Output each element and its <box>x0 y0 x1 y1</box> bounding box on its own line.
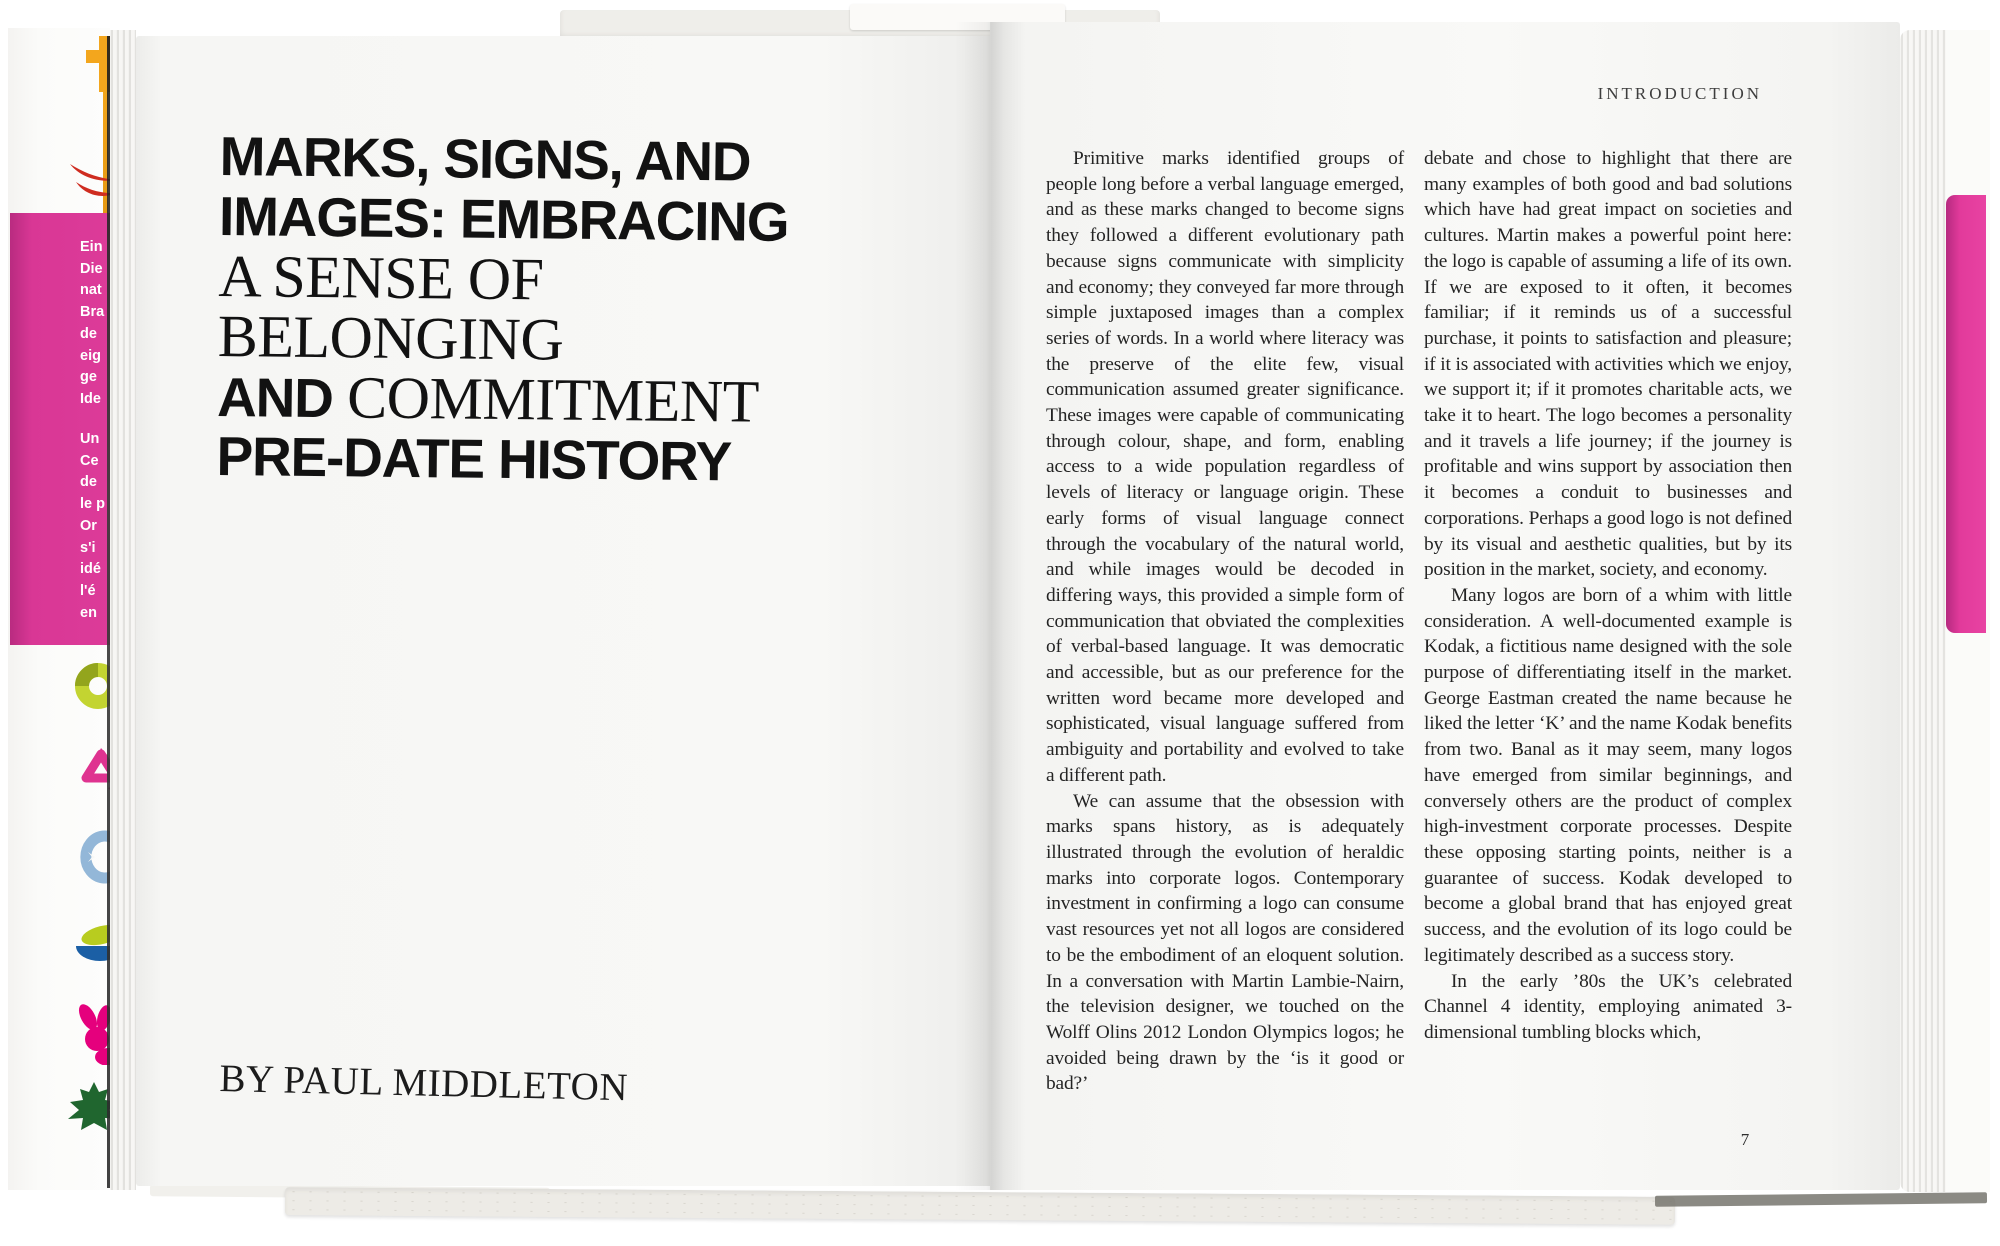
left-cover-flap <box>8 28 110 1190</box>
paragraph: We can assume that the obsession with marks spans history, as is adequately illustrated through the evolution of heraldic marks into corporate logos. Contemporary investment in confirming a logo can consume vast resources yet not all logos are considered to be the embodiment of an eloquent solution. In a conversation with Martin Lambie-Nairn, the television designer, we touched on the Wolff Olins 2012 London Olympics logos; he avoided being drawn by the ‘is it good or bad?’ <box>1046 790 1404 1095</box>
flap-text-line: Or <box>80 517 97 534</box>
book-bottom-edge <box>285 1187 1675 1225</box>
flap-pink-panel <box>10 213 110 645</box>
paragraph: In the early ’80s the UK’s celebrated Channel 4 identity, employing animated 3-dimensional tumbling blocks which, <box>1424 970 1792 1043</box>
right-page-stack <box>1900 30 1948 1192</box>
title-text: BELONGING <box>217 302 564 373</box>
book-gutter <box>955 22 1025 1190</box>
flap-text-line: Ein <box>80 239 103 255</box>
title-text: PRE-DATE HISTORY <box>216 424 732 493</box>
title-text: MARKS, SIGNS, AND <box>219 125 751 193</box>
title-text: A SENSE OF <box>218 242 544 313</box>
flap-text-line: Un <box>80 431 100 447</box>
flap-text-line: de <box>80 325 97 342</box>
ring-logo-icon <box>74 828 110 886</box>
rabbit-logo-icon <box>68 1003 110 1065</box>
swoosh-logo-icon <box>68 146 110 206</box>
flap-text-line: idé <box>80 561 101 578</box>
flap-text-line: Ide <box>80 390 101 407</box>
title-line <box>218 242 788 313</box>
bowl-logo-icon <box>72 922 110 968</box>
title-text: AND <box>216 365 334 430</box>
flap-text-line: Bra <box>80 304 105 321</box>
flap-text-line: Ce <box>80 452 99 469</box>
flap-text-line: ge <box>80 369 97 386</box>
recycle-logo-icon <box>78 746 110 800</box>
flap-text-line: nat <box>80 282 102 299</box>
right-cover-edge <box>1946 30 1990 1192</box>
flap-text-line: eig <box>80 347 101 364</box>
text-column-1 <box>1046 146 1404 1097</box>
tree-logo-icon <box>66 1080 110 1134</box>
title-line <box>216 426 786 492</box>
chapter-title <box>216 126 789 492</box>
paragraph: Primitive marks identified groups of people long before a verbal language emerged, and as these marks changed to become signs they followed a different evolutionary path because signs communicate with simplicity and economy; they conveyed far more through simple juxtaposed images than a complex series of words. In a world where literacy was the preserve of the elite few, visual communication assumed greater significance. These images were capable of communicating through colour, shape, and form, enabling access to a wide population regardless of levels of literacy or language origin. These early forms of visual language connect through the vocabulary of the natural world, and while images would be decoded in differing ways, this provided a simple form of communication that obviated the complexities of verbal-based language. It was democratic and accessible, but as our preference for the written word became more developed and sophisticated, visual language suffered from ambiguity and portability and evolved to take a different path. <box>1046 148 1404 786</box>
flap-text-line: Die <box>80 260 103 277</box>
title-text: COMMITMENT <box>332 364 760 435</box>
page-number: 7 <box>1740 1130 1750 1149</box>
flap-german-text <box>80 237 110 411</box>
paragraph: debate and chose to highlight that there are many examples of both good and bad solutions which have had great impact on societies and cultures. Martin makes a powerful point here: the logo is capable of assuming a life of its own. If we are exposed to it often, it becomes familiar; if it reminds us of a successful purchase, it points to satisfaction and pleasure; if it is associated with activities which we enjoy, we support it; if it promotes charitable acts, we take it to heart. The logo becomes a personality and it travels a life journey; if the journey is profitable and wins support by association then it becomes a conduit to businesses and corporations. Perhaps a good logo is not defined by its visual and aesthetic qualities, but by its position in the market, society, and economy. <box>1424 148 1792 581</box>
right-cover-pink-strip <box>1946 195 1986 633</box>
flap-text-line: l'é <box>80 582 96 599</box>
flap-text-line: en <box>80 604 97 621</box>
text-column-2 <box>1424 146 1792 1046</box>
title-line <box>219 186 789 252</box>
running-head: INTRODUCTION <box>1597 84 1762 103</box>
byline: BY PAUL MIDDLETON <box>219 1056 629 1110</box>
flap-text-line: le p <box>80 496 105 513</box>
paragraph: Many logos are born of a whim with little consideration. A well-documented example is Kodak, a fictitious name designed with the sole purpose of differentiating itself in the market. George Eastman created the name because he liked the letter ‘K’ and the name Kodak benefits from two. Banal as it may seem, many logos have emerged from similar beginnings, and conversely others are the product of complex high-investment corporate processes. Despite these opposing starting points, neither is a guarantee of success. Kodak developed to become a global brand that has enjoyed great success, and the evolution of its logo could be legitimately described as a success story. <box>1424 584 1792 966</box>
donut-logo-icon <box>74 662 110 710</box>
left-page-stack <box>110 30 136 1190</box>
title-line <box>216 364 787 435</box>
title-line <box>219 126 789 192</box>
flap-french-text <box>80 429 110 624</box>
flap-text-line: de <box>80 474 97 491</box>
book-bottom-board <box>1655 1192 1987 1206</box>
title-line <box>217 302 787 373</box>
flap-text-line: s'i <box>80 539 96 556</box>
title-text: IMAGES: EMBRACING <box>218 184 789 253</box>
